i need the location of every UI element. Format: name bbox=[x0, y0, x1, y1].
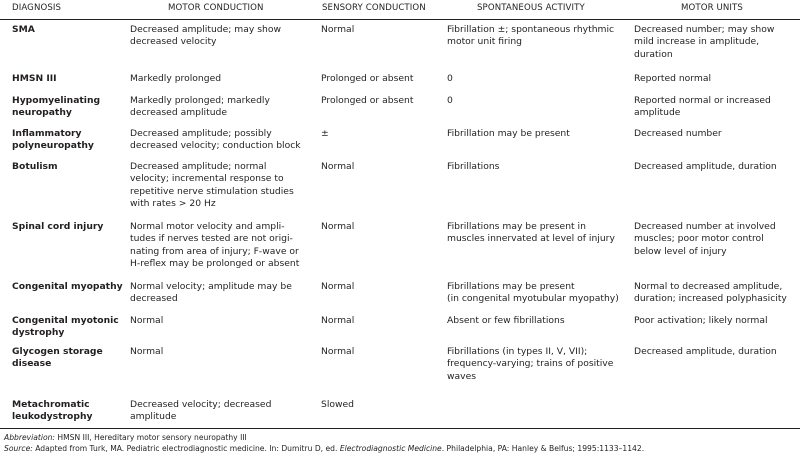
cell-sensory-conduction: Slowed bbox=[321, 399, 355, 410]
cell-motor-conduction: Normal bbox=[130, 315, 164, 326]
cell-motor-conduction: Markedly prolonged bbox=[130, 73, 222, 84]
cell-motor-conduction: Decreased amplitude; normal velocity; incremental response to repetitive nerve stimulation studies with rates > 20 Hz bbox=[130, 161, 294, 210]
cell-motor-units: Decreased amplitude, duration bbox=[634, 346, 777, 357]
cell-motor-units: Decreased amplitude, duration bbox=[634, 161, 777, 172]
cell-spontaneous-activity: Absent or few fibrillations bbox=[447, 315, 565, 326]
cell-sensory-conduction: Prolonged or absent bbox=[321, 73, 414, 84]
cell-sensory-conduction: Normal bbox=[321, 281, 355, 292]
source-note bbox=[4, 444, 644, 454]
header-divider bbox=[0, 19, 800, 20]
cell-motor-units: Poor activation; likely normal bbox=[634, 315, 768, 326]
cell-sensory-conduction: Normal bbox=[321, 24, 355, 35]
cell-sensory-conduction: Prolonged or absent bbox=[321, 95, 414, 106]
header-motor-units: MOTOR UNITS bbox=[681, 3, 743, 13]
cell-sensory-conduction: ± bbox=[321, 128, 329, 139]
source-text-2: . Philadelphia, PA: Hanley & Belfus; 1995:1133–1142. bbox=[441, 444, 645, 453]
abbreviation-label: Abbreviation: bbox=[4, 433, 55, 442]
cell-motor-conduction: Decreased velocity; decreased amplitude bbox=[130, 399, 272, 423]
cell-spontaneous-activity: Fibrillations (in types II, V, VII); frequency-varying; trains of positive waves bbox=[447, 346, 614, 382]
abbreviation-text: HMSN III, Hereditary motor sensory neuropathy III bbox=[55, 433, 247, 442]
cell-spontaneous-activity: Fibrillations may be present in muscles innervated at level of injury bbox=[447, 221, 615, 245]
source-label: Source: bbox=[4, 444, 33, 453]
cell-motor-units: Decreased number at involved muscles; poor motor control below level of injury bbox=[634, 221, 776, 257]
header-sensory-conduction: SENSORY CONDUCTION bbox=[322, 3, 426, 13]
cell-diagnosis: HMSN III bbox=[12, 73, 57, 84]
cell-diagnosis: Hypomyelinating neuropathy bbox=[12, 95, 101, 119]
header-motor-conduction: MOTOR CONDUCTION bbox=[168, 3, 264, 13]
cell-motor-conduction: Decreased amplitude; possibly decreased velocity; conduction block bbox=[130, 128, 301, 152]
cell-sensory-conduction: Normal bbox=[321, 346, 355, 357]
cell-motor-conduction: Normal bbox=[130, 346, 164, 357]
header-spontaneous-activity: SPONTANEOUS ACTIVITY bbox=[477, 3, 585, 13]
cell-spontaneous-activity: Fibrillations bbox=[447, 161, 500, 172]
cell-spontaneous-activity: Fibrillations may be present (in congenital myotubular myopathy) bbox=[447, 281, 619, 305]
cell-diagnosis: Metachromatic leukodystrophy bbox=[12, 399, 93, 423]
cell-motor-units: Decreased number bbox=[634, 128, 722, 139]
cell-spontaneous-activity: 0 bbox=[447, 73, 453, 84]
cell-motor-conduction: Markedly prolonged; markedly decreased amplitude bbox=[130, 95, 270, 119]
cell-motor-units: Normal to decreased amplitude, duration; increased polyphasicity bbox=[634, 281, 787, 305]
abbreviation-note bbox=[4, 433, 247, 443]
cell-motor-units: Decreased number; may show mild increase in amplitude, duration bbox=[634, 24, 775, 60]
cell-sensory-conduction: Normal bbox=[321, 161, 355, 172]
cell-diagnosis: Congenital myopathy bbox=[12, 281, 123, 292]
cell-diagnosis: Congenital myotonic dystrophy bbox=[12, 315, 119, 339]
cell-motor-conduction: Normal motor velocity and ampli- tudes if nerves tested are not origi- nating from area of injury; F-wave or H-reflex may be prolonged or absent bbox=[130, 221, 300, 270]
cell-diagnosis: Botulism bbox=[12, 161, 58, 172]
cell-motor-conduction: Normal velocity; amplitude may be decreased bbox=[130, 281, 292, 305]
cell-motor-units: Reported normal bbox=[634, 73, 712, 84]
header-diagnosis: DIAGNOSIS bbox=[12, 3, 62, 13]
cell-sensory-conduction: Normal bbox=[321, 221, 355, 232]
source-book-title: Electrodiagnostic Medicine bbox=[339, 444, 442, 453]
cell-sensory-conduction: Normal bbox=[321, 315, 355, 326]
table-bottom-divider bbox=[0, 428, 800, 429]
cell-spontaneous-activity: Fibrillation may be present bbox=[447, 128, 570, 139]
cell-spontaneous-activity: 0 bbox=[447, 95, 453, 106]
cell-motor-units: Reported normal or increased amplitude bbox=[634, 95, 771, 119]
cell-motor-conduction: Decreased amplitude; may show decreased velocity bbox=[130, 24, 281, 48]
cell-diagnosis: Glycogen storage disease bbox=[12, 346, 103, 370]
cell-diagnosis: SMA bbox=[12, 24, 35, 35]
cell-diagnosis: Spinal cord injury bbox=[12, 221, 104, 232]
cell-diagnosis: Inflammatory polyneuropathy bbox=[12, 128, 94, 152]
cell-spontaneous-activity: Fibrillation ±; spontaneous rhythmic motor unit firing bbox=[447, 24, 615, 48]
source-text-1: Adapted from Turk, MA. Pediatric electrodiagnostic medicine. In: Dumitru D, ed. bbox=[32, 444, 340, 453]
